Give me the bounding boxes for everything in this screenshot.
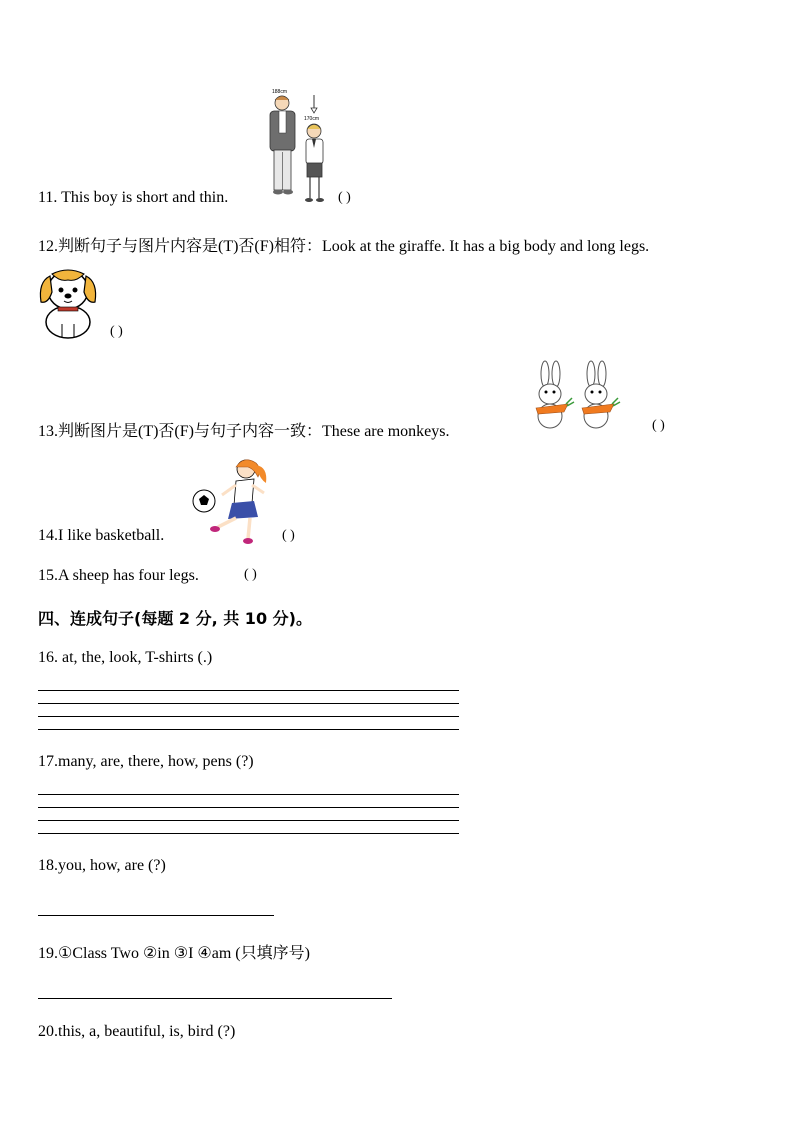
question-19-text: 19.①Class Two ②in ③I ④am (只填序号) — [38, 945, 310, 962]
answer-parentheses[interactable]: ( ) — [282, 528, 295, 543]
answer-line[interactable] — [38, 703, 459, 704]
girl-kicking-football-illustration — [188, 455, 272, 545]
rabbit-left — [536, 361, 574, 428]
two-rabbits-illustration — [530, 360, 622, 432]
answer-line[interactable] — [38, 716, 459, 717]
question-17-text: 17.many, are, there, how, pens (?) — [38, 753, 254, 770]
answer-parentheses[interactable]: ( ) — [244, 567, 257, 582]
question-12-text: 12.判断句子与图片内容是(T)否(F)相符：Look at the giraffe. It has a big body and long legs. — [38, 238, 650, 255]
question-16-text: 16. at, the, look, T-shirts (.) — [38, 649, 213, 666]
question-14-text: 14.I like basketball. — [38, 527, 165, 544]
question-13-text: 13.判断图片是(T)否(F)与句子内容一致：These are monkeys. — [38, 423, 450, 440]
height-label-tall: 188cm — [272, 89, 288, 95]
answer-parentheses[interactable]: ( ) — [110, 324, 123, 339]
question-11-text: 11. This boy is short and thin. — [38, 189, 229, 206]
question-20-text: 20.this, a, beautiful, is, bird (?) — [38, 1023, 236, 1040]
answer-line[interactable] — [38, 833, 459, 834]
rabbit-right — [582, 361, 620, 428]
answer-line[interactable] — [38, 690, 459, 691]
answer-line[interactable] — [38, 915, 274, 916]
question-18-text: 18.you, how, are (?) — [38, 857, 166, 874]
dog-illustration — [36, 262, 100, 340]
answer-line[interactable] — [38, 820, 459, 821]
answer-parentheses[interactable]: ( ) — [338, 190, 351, 205]
answer-line[interactable] — [38, 807, 459, 808]
answer-parentheses[interactable]: ( ) — [652, 418, 665, 433]
question-15-text: 15.A sheep has four legs. — [38, 567, 199, 584]
section-heading: 四、连成句子(每题 2 分, 共 10 分)。 — [38, 609, 312, 628]
answer-line[interactable] — [38, 794, 459, 795]
answer-line[interactable] — [38, 729, 459, 730]
answer-line[interactable] — [38, 998, 392, 999]
height-label-short: 170cm — [304, 116, 320, 122]
tall-and-short-people-illustration — [262, 86, 332, 208]
